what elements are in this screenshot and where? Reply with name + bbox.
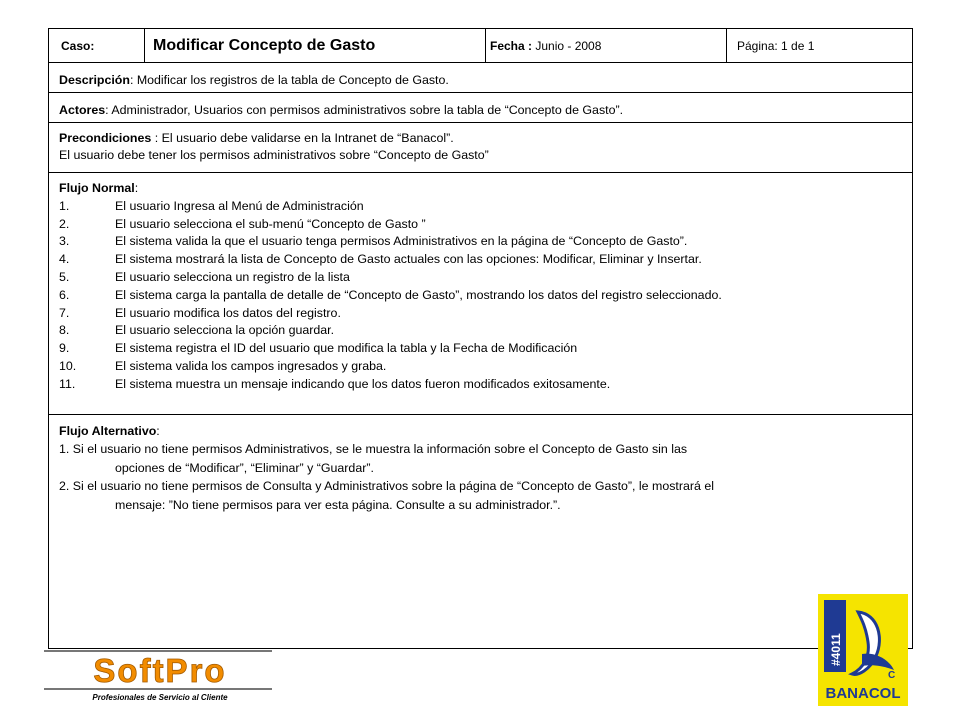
banacol-badge-number: #4011 [829,633,843,666]
preconditions-line-1 [59,130,902,147]
actors-section [49,93,912,123]
banacol-c-mark: C [888,670,896,681]
normal-flow-steps [59,198,902,394]
step-number: 5. [59,269,70,284]
normal-flow-step [59,358,902,376]
step-text: El sistema valida los campos ingresados y graba. [115,358,387,373]
normal-flow-step [59,251,902,269]
preconditions-label: Precondiciones [59,131,152,145]
preconditions-text-2: El usuario debe tener los permisos administrativos sobre “Concepto de Gasto” [59,148,489,162]
normal-flow-step [59,376,902,394]
step-text: El sistema muestra un mensaje indicando que los datos fueron modificados exitosamente. [115,376,611,391]
normal-flow-step [59,305,902,323]
case-label: Caso: [49,29,145,62]
alt-flow-heading [59,422,902,440]
normal-flow-section [49,173,912,415]
step-text: El sistema registra el ID del usuario que modifica la tabla y la Fecha de Modificación [115,341,578,356]
softpro-name: SoftPro [93,652,227,689]
normal-flow-heading [59,180,902,198]
step-number: 3. [59,234,70,249]
step-text: El usuario selecciona el sub-menú “Concepto de Gasto ” [115,216,426,231]
step-text: El usuario selecciona la opción guardar. [115,323,335,338]
alt-flow-colon: : [156,424,160,438]
normal-flow-step [59,287,902,305]
date-value: Junio - 2008 [535,38,602,53]
use-case-document [48,28,913,649]
alt-flow-item-2-line-1: 2. Si el usuario no tiene permisos de Consulta y Administrativos sobre la página de “Concepto de Gasto”, le mostrará el [59,479,714,494]
step-text: El sistema carga la pantalla de detalle de “Concepto de Gasto”, mostrando los datos del registro seleccionado. [115,287,722,302]
step-number: 9. [59,341,70,356]
banacol-logo [818,594,908,706]
normal-flow-step [59,198,902,216]
preconditions-text-1: : El usuario debe validarse en la Intranet de “Banacol”. [151,131,454,145]
step-text: El usuario modifica los datos del registro. [115,305,341,320]
date-cell [486,29,727,62]
step-number: 7. [59,305,70,320]
softpro-tagline: Profesionales de Servicio al Cliente [92,693,228,702]
page-number: Página: 1 de 1 [737,38,815,53]
description-section [49,63,912,93]
step-number: 8. [59,323,70,338]
softpro-logo [44,648,276,704]
step-number: 6. [59,287,70,302]
step-text: El usuario Ingresa al Menú de Administración [115,198,364,213]
description-label: Descripción [59,73,130,87]
normal-flow-step [59,322,902,340]
normal-flow-colon: : [134,181,139,195]
step-number: 1. [59,198,70,213]
step-text: El usuario selecciona un registro de la lista [115,269,350,284]
alternative-flow-section [49,415,912,650]
alt-flow-item-1-line-1: 1. Si el usuario no tiene permisos Administrativos, se le muestra la información sobre el Concepto de Gasto sin las [59,442,688,457]
normal-flow-step [59,340,902,358]
alt-flow-label: Flujo Alternativo [59,424,157,438]
normal-flow-step [59,233,902,251]
actors-text: : Administrador, Usuarios con permisos administrativos sobre la tabla de “Concepto de Gasto”. [105,103,624,117]
banacol-name: BANACOL [825,685,901,702]
normal-flow-step [59,269,902,287]
alt-flow-item-2-line-2: mensaje: ”No tiene permisos para ver esta página. Consulte a su administrador.”. [115,497,561,512]
header-row [49,29,912,63]
alt-flow-item-1-line-2: opciones de “Modificar”, “Eliminar” y “Guardar”. [115,460,374,475]
step-number: 10. [59,358,77,373]
preconditions-section [49,123,912,173]
normal-flow-step [59,216,902,234]
step-text: El sistema mostrará la lista de Concepto de Gasto actuales con las opciones: Modificar, Eliminar y Insertar. [115,252,702,267]
normal-flow-label: Flujo Normal [59,181,135,195]
description-text: : Modificar los registros de la tabla de Concepto de Gasto. [129,73,449,87]
step-number: 2. [59,216,70,231]
step-number: 4. [59,252,70,267]
step-text: El sistema valida la que el usuario tenga permisos Administrativos en la página de “Concepto de Gasto”. [115,234,688,249]
date-label: Fecha : [490,38,533,53]
case-title: Modificar Concepto de Gasto [145,29,486,62]
step-number: 11. [59,376,76,391]
actors-label: Actores [59,103,106,117]
